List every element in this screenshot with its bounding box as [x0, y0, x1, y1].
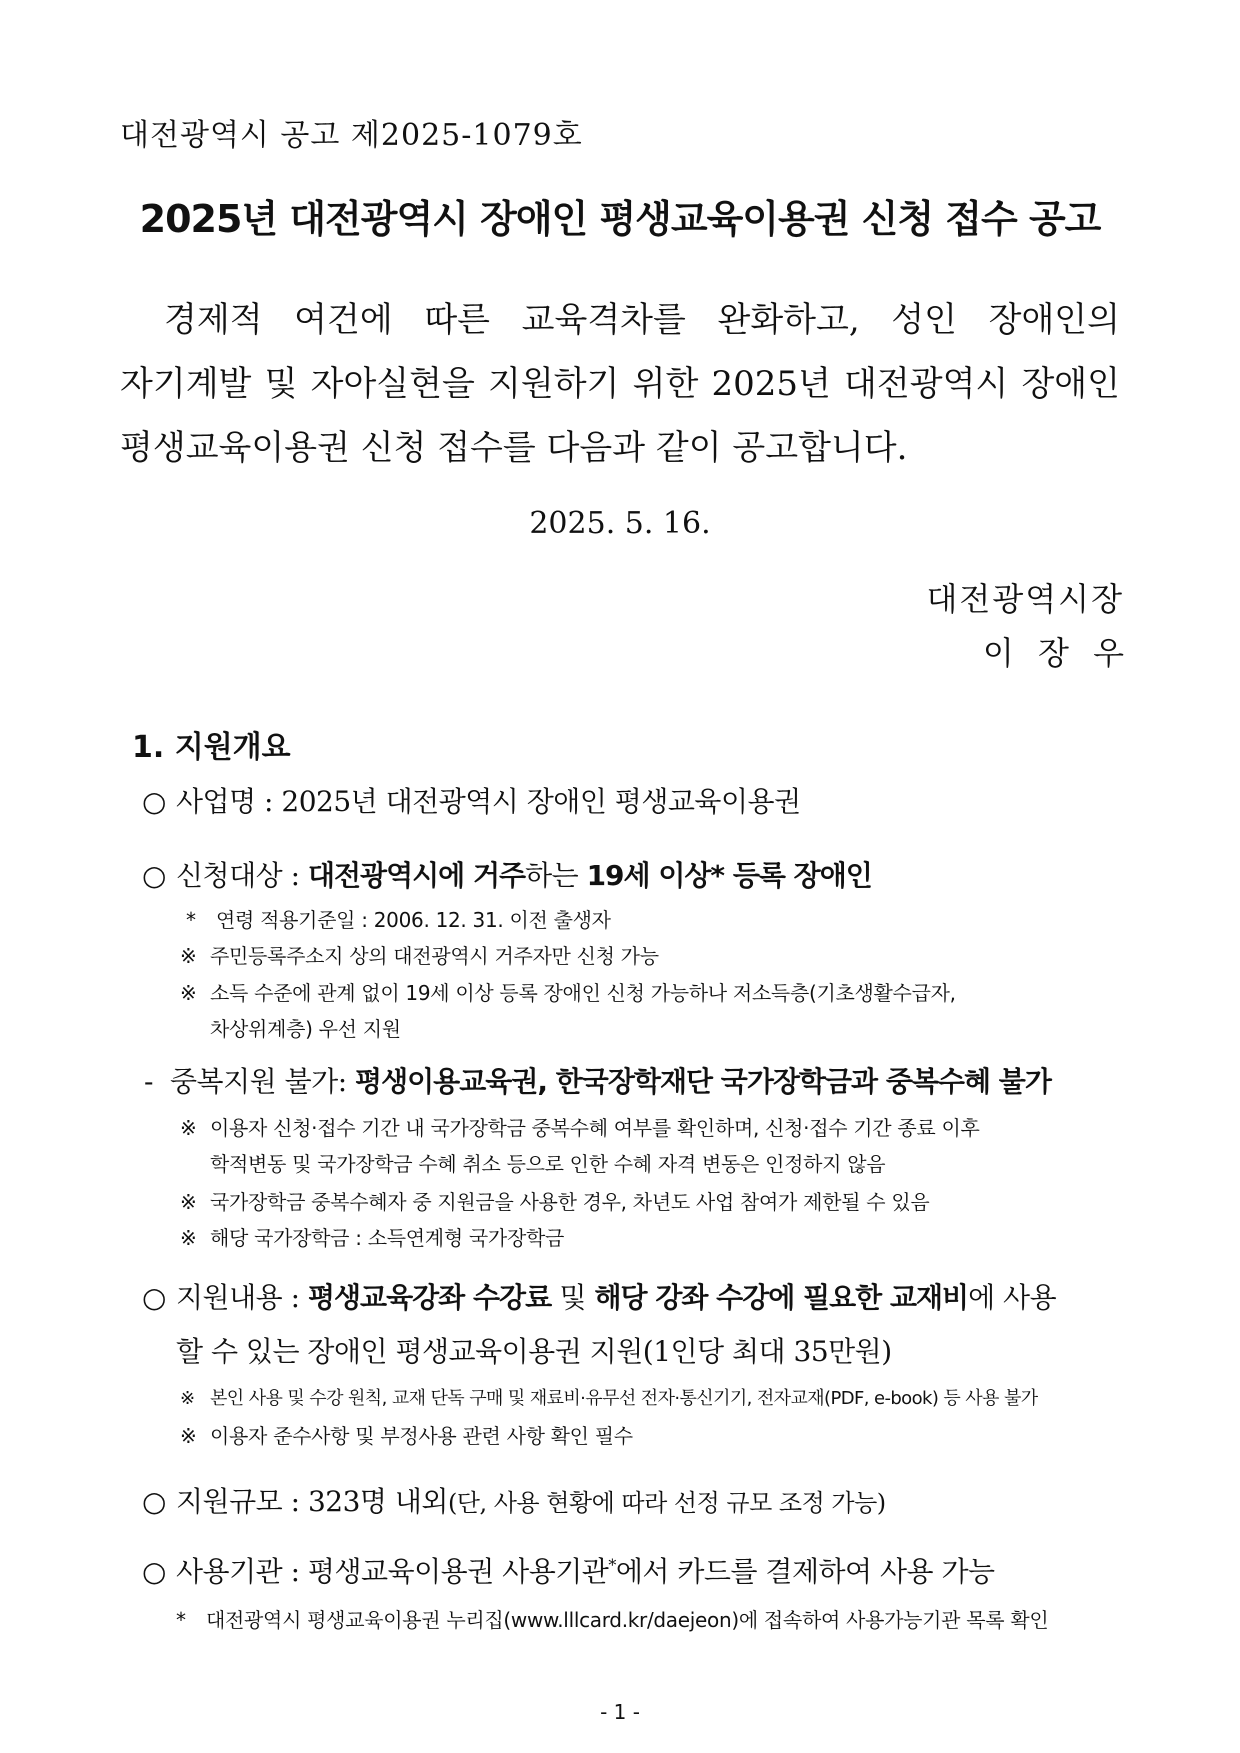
- content-label: 지원내용 :: [176, 1281, 308, 1314]
- reference-mark-icon: ※: [180, 1424, 197, 1448]
- bullet-icon: ○: [142, 859, 166, 892]
- content-bold-1: 평생교육강좌 수강료: [307, 1281, 552, 1314]
- business-value: 2025년 대전광역시 장애인 평생교육이용권: [281, 785, 801, 818]
- bullet-icon: ○: [142, 1281, 166, 1314]
- duplicate-label: 중복지원 불가:: [170, 1065, 356, 1098]
- issuer-name: 이 장 우: [982, 634, 1124, 672]
- target-note-address: [180, 940, 659, 969]
- content-note-2: [180, 1420, 633, 1449]
- note-text: 본인 사용 및 수강 원칙, 교재 단독 구매 및 재료비·유무선 전자·통신기기, 전자교재(PDF, e-book) 등 사용 불가: [210, 1388, 1038, 1409]
- intro-line-1: 경제적 여건에 따른 교육격차를 완화하고, 성인 장애인의: [164, 300, 1120, 340]
- note-text: 이용자 신청·접수 기간 내 국가장학금 중복수혜 여부를 확인하며, 신청·접수 기간 종료 이후: [210, 1116, 980, 1140]
- reference-mark-icon: ※: [180, 1190, 197, 1214]
- issuer-org: 대전광역시장: [926, 580, 1124, 618]
- bullet-icon: ○: [142, 785, 166, 818]
- scale-label: 지원규모 :: [176, 1485, 308, 1518]
- duplicate-note-1: [180, 1112, 980, 1141]
- page-number: - 1 -: [600, 1700, 640, 1724]
- scale-item: [142, 1480, 886, 1520]
- target-plain-1: 하는: [525, 859, 587, 892]
- institution-label: 사용기관 : 평생교육이용권 사용기관: [176, 1555, 609, 1588]
- duplicate-note-2: [180, 1186, 929, 1215]
- business-name-item: [142, 780, 801, 820]
- intro-paragraph: [120, 296, 1120, 488]
- target-item: [142, 854, 872, 894]
- note-text: 연령 적용기준일 : 2006. 12. 31. 이전 출생자: [216, 908, 611, 932]
- page-title: 2025년 대전광역시 장애인 평생교육이용권 신청 접수 공고: [139, 197, 1101, 241]
- reference-mark-icon: ※: [180, 944, 197, 968]
- scale-value: 323명 내외: [307, 1485, 448, 1518]
- asterisk-icon: *: [186, 908, 196, 932]
- note-text: 주민등록주소지 상의 대전광역시 거주자만 신청 가능: [210, 944, 659, 968]
- content-item: [142, 1276, 1056, 1316]
- reference-mark-icon: ※: [180, 1226, 197, 1250]
- institution-sup: *: [608, 1555, 616, 1575]
- reference-mark-icon: ※: [180, 1388, 195, 1409]
- content-plain-2: 에 사용: [968, 1281, 1057, 1314]
- asterisk-icon: *: [176, 1608, 186, 1632]
- intro-line-2: 자기계발 및 자아실현을 지원하기 위한 2025년 대전광역시 장애인: [120, 364, 1120, 404]
- scale-paren: (단, 사용 현황에 따라 선정 규모 조정 가능): [447, 1489, 886, 1517]
- target-note-income-cont: 차상위계층) 우선 지원: [210, 1017, 401, 1041]
- target-label: 신청대상 :: [176, 859, 308, 892]
- business-label: 사업명 :: [176, 785, 282, 818]
- notice-number: 대전광역시 공고 제2025-1079호: [120, 118, 583, 153]
- content-note-1: [180, 1384, 1038, 1410]
- note-text: 대전광역시 평생교육이용권 누리집(www.lllcard.kr/daejeon)에 접속하여 사용가능기관 목록 확인: [206, 1608, 1049, 1632]
- reference-mark-icon: ※: [180, 1116, 197, 1140]
- institution-item: [142, 1550, 995, 1590]
- target-bold-1: 대전광역시에 거주: [307, 859, 526, 892]
- target-note-income: [180, 977, 956, 1006]
- institution-note: [176, 1604, 1048, 1633]
- intro-line-3: 평생교육이용권 신청 접수를 다음과 같이 공고합니다.: [120, 428, 908, 468]
- duplicate-note-1-cont: 학적변동 및 국가장학금 수혜 취소 등으로 인한 수혜 자격 변동은 인정하지 않음: [210, 1152, 886, 1176]
- duplicate-bold: 평생이용교육권, 한국장학재단 국가장학금과 중복수혜 불가: [355, 1065, 1051, 1098]
- note-text: 소득 수준에 관계 없이 19세 이상 등록 장애인 신청 가능하나 저소득층(기초생활수급자,: [210, 981, 956, 1005]
- target-note-age: [186, 904, 611, 933]
- bullet-icon: ○: [142, 1485, 166, 1518]
- content-plain-1: 및: [551, 1281, 595, 1314]
- note-text: 국가장학금 중복수혜자 중 지원금을 사용한 경우, 차년도 사업 참여가 제한될 수 있음: [210, 1190, 930, 1214]
- content-bold-2: 해당 강좌 수강에 필요한 교재비: [594, 1281, 969, 1314]
- duplicate-item: [144, 1060, 1051, 1100]
- target-bold-2: 19세 이상* 등록 장애인: [586, 859, 872, 892]
- note-text: 해당 국가장학금 : 소득연계형 국가장학금: [210, 1226, 565, 1250]
- bullet-icon: ○: [142, 1555, 166, 1588]
- notice-date: 2025. 5. 16.: [529, 506, 711, 541]
- reference-mark-icon: ※: [180, 981, 197, 1005]
- content-line-2: 할 수 있는 장애인 평생교육이용권 지원(1인당 최대 35만원): [176, 1335, 892, 1368]
- section-title: 1. 지원개요: [132, 730, 291, 765]
- duplicate-note-3: [180, 1222, 564, 1251]
- dash-icon: -: [144, 1065, 153, 1098]
- institution-rest: 에서 카드를 결제하여 사용 가능: [615, 1555, 995, 1588]
- note-text: 이용자 준수사항 및 부정사용 관련 사항 확인 필수: [210, 1424, 633, 1448]
